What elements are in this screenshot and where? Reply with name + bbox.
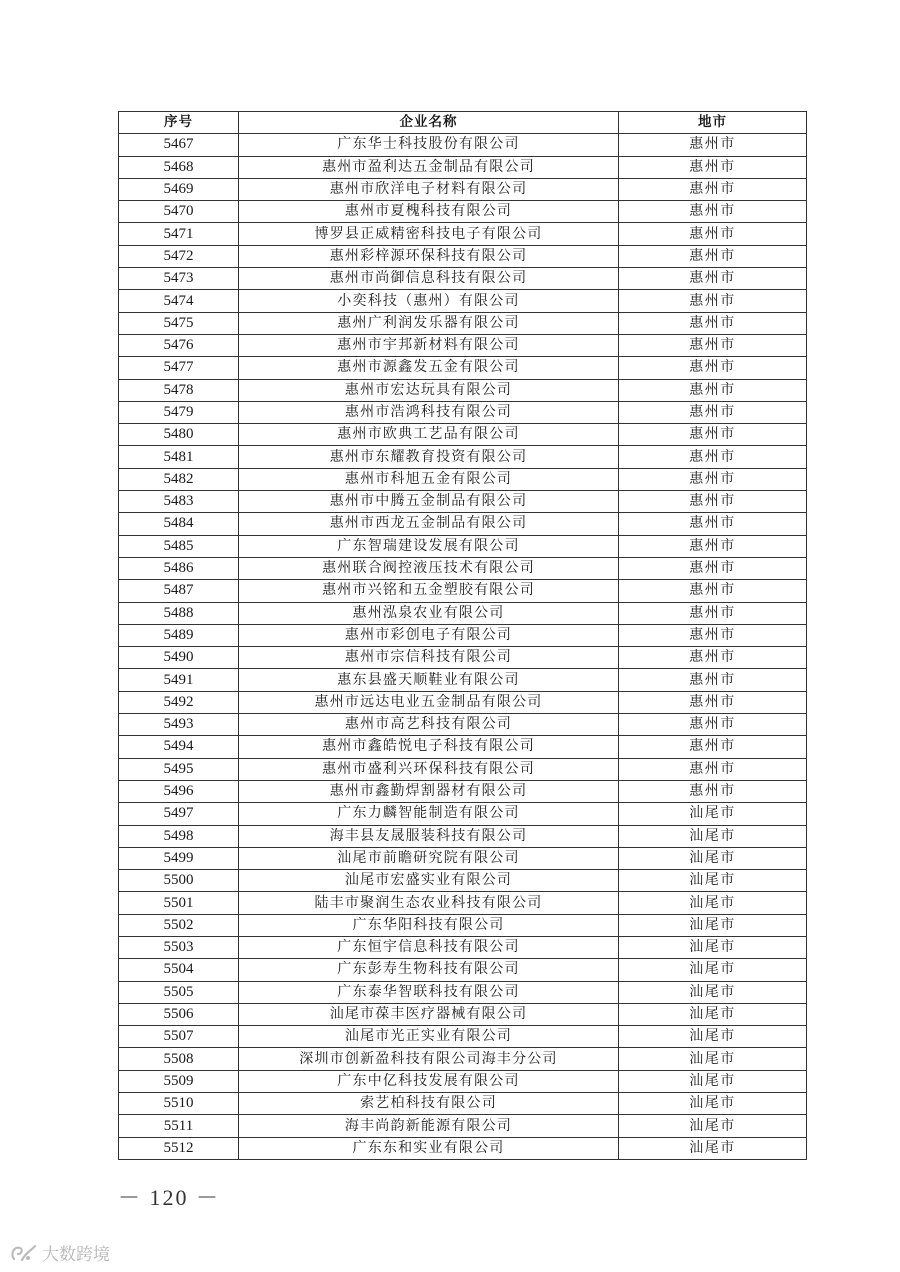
- cell-seq: 5481: [119, 446, 239, 468]
- cell-name: 惠州市兴铭和五金塑胶有限公司: [239, 580, 619, 602]
- cell-name: 惠州市科旭五金有限公司: [239, 468, 619, 490]
- table-row: [119, 446, 807, 468]
- cell-seq: 5489: [119, 624, 239, 646]
- cell-city: 惠州市: [619, 647, 807, 669]
- cell-seq: 5482: [119, 468, 239, 490]
- table-row: [119, 491, 807, 513]
- cell-city: 汕尾市: [619, 1048, 807, 1070]
- cell-city: 惠州市: [619, 357, 807, 379]
- table-row: [119, 780, 807, 802]
- cell-name: 广东东和实业有限公司: [239, 1137, 619, 1159]
- cell-seq: 5479: [119, 401, 239, 423]
- cell-city: 汕尾市: [619, 914, 807, 936]
- cell-seq: 5475: [119, 312, 239, 334]
- table-row: [119, 357, 807, 379]
- table-row: [119, 312, 807, 334]
- cell-name: 惠州市欧典工艺品有限公司: [239, 424, 619, 446]
- cell-name: 惠州市源鑫发五金有限公司: [239, 357, 619, 379]
- cell-name: 海丰尚韵新能源有限公司: [239, 1115, 619, 1137]
- cell-city: 惠州市: [619, 134, 807, 156]
- cell-city: 惠州市: [619, 513, 807, 535]
- table-row: [119, 825, 807, 847]
- table-row: [119, 334, 807, 356]
- table-row: [119, 178, 807, 200]
- cell-seq: 5486: [119, 557, 239, 579]
- cell-city: 惠州市: [619, 535, 807, 557]
- cell-name: 惠州市彩创电子有限公司: [239, 624, 619, 646]
- cell-seq: 5488: [119, 602, 239, 624]
- table-row: [119, 892, 807, 914]
- cell-name: 惠州市鑫勤焊割器材有限公司: [239, 780, 619, 802]
- header-city: 地市: [619, 112, 807, 134]
- cell-seq: 5510: [119, 1093, 239, 1115]
- table-body: [119, 134, 807, 1160]
- table-row: [119, 691, 807, 713]
- cell-name: 惠州市宗信科技有限公司: [239, 647, 619, 669]
- cell-seq: 5495: [119, 758, 239, 780]
- table-row: [119, 981, 807, 1003]
- table-row: [119, 803, 807, 825]
- cell-name: 广东中亿科技发展有限公司: [239, 1070, 619, 1092]
- watermark-text: 大数跨境: [42, 1245, 110, 1265]
- cell-seq: 5493: [119, 714, 239, 736]
- cell-name: 汕尾市宏盛实业有限公司: [239, 870, 619, 892]
- cell-city: 惠州市: [619, 736, 807, 758]
- cell-name: 汕尾市光正实业有限公司: [239, 1026, 619, 1048]
- table-row: [119, 602, 807, 624]
- cell-name: 汕尾市葆丰医疗器械有限公司: [239, 1003, 619, 1025]
- cell-city: 惠州市: [619, 602, 807, 624]
- cell-seq: 5485: [119, 535, 239, 557]
- table-row: [119, 379, 807, 401]
- cell-city: 惠州市: [619, 156, 807, 178]
- table-row: [119, 424, 807, 446]
- page-number: － 120 －: [118, 1185, 221, 1210]
- cell-city: 惠州市: [619, 223, 807, 245]
- cell-name: 陆丰市聚润生态农业科技有限公司: [239, 892, 619, 914]
- table-row: [119, 1093, 807, 1115]
- cell-city: 惠州市: [619, 780, 807, 802]
- cell-seq: 5511: [119, 1115, 239, 1137]
- cell-name: 惠州联合阀控液压技术有限公司: [239, 557, 619, 579]
- cell-city: 惠州市: [619, 245, 807, 267]
- cell-name: 广东华士科技股份有限公司: [239, 134, 619, 156]
- cell-name: 惠州市盈利达五金制品有限公司: [239, 156, 619, 178]
- cell-name: 深圳市创新盈科技有限公司海丰分公司: [239, 1048, 619, 1070]
- cell-seq: 5480: [119, 424, 239, 446]
- cell-city: 惠州市: [619, 580, 807, 602]
- cell-seq: 5501: [119, 892, 239, 914]
- cell-city: 惠州市: [619, 312, 807, 334]
- header-seq: 序号: [119, 112, 239, 134]
- table-row: [119, 914, 807, 936]
- cell-name: 海丰县友晟服装科技有限公司: [239, 825, 619, 847]
- cell-name: 惠州市盛利兴环保科技有限公司: [239, 758, 619, 780]
- table-row: [119, 268, 807, 290]
- cell-city: 汕尾市: [619, 870, 807, 892]
- watermark: [8, 1240, 110, 1265]
- cell-city: 惠州市: [619, 557, 807, 579]
- cell-name: 广东恒宇信息科技有限公司: [239, 936, 619, 958]
- table-row: [119, 1026, 807, 1048]
- cell-seq: 5502: [119, 914, 239, 936]
- cell-name: 惠州广利润发乐器有限公司: [239, 312, 619, 334]
- cell-city: 汕尾市: [619, 959, 807, 981]
- cell-seq: 5474: [119, 290, 239, 312]
- cell-name: 惠州市尚御信息科技有限公司: [239, 268, 619, 290]
- cell-city: 惠州市: [619, 290, 807, 312]
- cell-city: 惠州市: [619, 669, 807, 691]
- table-row: [119, 758, 807, 780]
- cell-name: 广东华阳科技有限公司: [239, 914, 619, 936]
- cell-name: 惠州市高艺科技有限公司: [239, 714, 619, 736]
- table-row: [119, 959, 807, 981]
- cell-name: 博罗县正威精密科技电子有限公司: [239, 223, 619, 245]
- cell-name: 惠州市宏达玩具有限公司: [239, 379, 619, 401]
- cell-city: 惠州市: [619, 624, 807, 646]
- cell-city: 汕尾市: [619, 1003, 807, 1025]
- cell-seq: 5500: [119, 870, 239, 892]
- cell-city: 惠州市: [619, 468, 807, 490]
- cell-seq: 5505: [119, 981, 239, 1003]
- table-row: [119, 736, 807, 758]
- table-row: [119, 1003, 807, 1025]
- cell-name: 惠州市夏槐科技有限公司: [239, 201, 619, 223]
- cell-seq: 5476: [119, 334, 239, 356]
- cell-name: 惠东县盛天顺鞋业有限公司: [239, 669, 619, 691]
- cell-seq: 5490: [119, 647, 239, 669]
- cell-name: 汕尾市前瞻研究院有限公司: [239, 847, 619, 869]
- cell-city: 惠州市: [619, 691, 807, 713]
- cell-seq: 5471: [119, 223, 239, 245]
- table-row: [119, 535, 807, 557]
- cell-seq: 5512: [119, 1137, 239, 1159]
- cell-seq: 5499: [119, 847, 239, 869]
- table-row: [119, 847, 807, 869]
- table-row: [119, 1137, 807, 1159]
- cell-name: 广东力麟智能制造有限公司: [239, 803, 619, 825]
- cell-seq: 5468: [119, 156, 239, 178]
- table-row: [119, 223, 807, 245]
- cell-name: 惠州市宇邦新材料有限公司: [239, 334, 619, 356]
- header-row: [119, 112, 807, 134]
- cell-seq: 5478: [119, 379, 239, 401]
- cell-seq: 5477: [119, 357, 239, 379]
- cell-city: 惠州市: [619, 446, 807, 468]
- cell-seq: 5484: [119, 513, 239, 535]
- table-row: [119, 1070, 807, 1092]
- table-row: [119, 1115, 807, 1137]
- cell-seq: 5472: [119, 245, 239, 267]
- table-row: [119, 624, 807, 646]
- cell-name: 惠州市欣洋电子材料有限公司: [239, 178, 619, 200]
- cell-seq: 5508: [119, 1048, 239, 1070]
- cell-seq: 5498: [119, 825, 239, 847]
- table-row: [119, 134, 807, 156]
- cell-city: 汕尾市: [619, 825, 807, 847]
- cell-city: 惠州市: [619, 401, 807, 423]
- table-row: [119, 156, 807, 178]
- table-row: [119, 714, 807, 736]
- cell-city: 惠州市: [619, 714, 807, 736]
- cell-city: 惠州市: [619, 268, 807, 290]
- cell-name: 惠州市中腾五金制品有限公司: [239, 491, 619, 513]
- cell-city: 惠州市: [619, 178, 807, 200]
- cell-city: 汕尾市: [619, 936, 807, 958]
- cell-seq: 5496: [119, 780, 239, 802]
- cell-city: 惠州市: [619, 201, 807, 223]
- logo-icon: [8, 1242, 38, 1264]
- table-header: [119, 112, 807, 134]
- cell-seq: 5469: [119, 178, 239, 200]
- table-row: [119, 513, 807, 535]
- cell-seq: 5473: [119, 268, 239, 290]
- cell-city: 惠州市: [619, 334, 807, 356]
- cell-name: 小奕科技（惠州）有限公司: [239, 290, 619, 312]
- cell-city: 汕尾市: [619, 1115, 807, 1137]
- cell-name: 惠州泓泉农业有限公司: [239, 602, 619, 624]
- cell-city: 惠州市: [619, 491, 807, 513]
- cell-name: 惠州市鑫皓悦电子科技有限公司: [239, 736, 619, 758]
- cell-name: 惠州市西龙五金制品有限公司: [239, 513, 619, 535]
- table-row: [119, 245, 807, 267]
- cell-seq: 5497: [119, 803, 239, 825]
- cell-seq: 5509: [119, 1070, 239, 1092]
- table-row: [119, 936, 807, 958]
- cell-city: 汕尾市: [619, 1137, 807, 1159]
- cell-name: 惠州市远达电业五金制品有限公司: [239, 691, 619, 713]
- table-row: [119, 557, 807, 579]
- table-row: [119, 290, 807, 312]
- cell-city: 汕尾市: [619, 892, 807, 914]
- cell-seq: 5507: [119, 1026, 239, 1048]
- cell-name: 惠州市浩鸿科技有限公司: [239, 401, 619, 423]
- cell-city: 汕尾市: [619, 1026, 807, 1048]
- cell-seq: 5467: [119, 134, 239, 156]
- cell-seq: 5506: [119, 1003, 239, 1025]
- table-row: [119, 870, 807, 892]
- cell-seq: 5487: [119, 580, 239, 602]
- cell-city: 惠州市: [619, 758, 807, 780]
- cell-city: 汕尾市: [619, 803, 807, 825]
- cell-seq: 5504: [119, 959, 239, 981]
- cell-seq: 5483: [119, 491, 239, 513]
- cell-name: 广东彭寿生物科技有限公司: [239, 959, 619, 981]
- table-row: [119, 468, 807, 490]
- table-row: [119, 1048, 807, 1070]
- cell-city: 汕尾市: [619, 1070, 807, 1092]
- cell-name: 惠州市东耀教育投资有限公司: [239, 446, 619, 468]
- enterprise-table: [118, 111, 807, 1160]
- table-row: [119, 580, 807, 602]
- cell-name: 索艺柏科技有限公司: [239, 1093, 619, 1115]
- cell-city: 惠州市: [619, 379, 807, 401]
- cell-city: 汕尾市: [619, 847, 807, 869]
- table-row: [119, 401, 807, 423]
- table-row: [119, 669, 807, 691]
- table-row: [119, 647, 807, 669]
- cell-city: 汕尾市: [619, 981, 807, 1003]
- cell-name: 广东泰华智联科技有限公司: [239, 981, 619, 1003]
- cell-seq: 5503: [119, 936, 239, 958]
- cell-seq: 5494: [119, 736, 239, 758]
- cell-seq: 5470: [119, 201, 239, 223]
- cell-seq: 5491: [119, 669, 239, 691]
- table-row: [119, 201, 807, 223]
- cell-seq: 5492: [119, 691, 239, 713]
- cell-city: 惠州市: [619, 424, 807, 446]
- cell-name: 广东智瑞建设发展有限公司: [239, 535, 619, 557]
- cell-city: 汕尾市: [619, 1093, 807, 1115]
- header-name: 企业名称: [239, 112, 619, 134]
- cell-name: 惠州彩梓源环保科技有限公司: [239, 245, 619, 267]
